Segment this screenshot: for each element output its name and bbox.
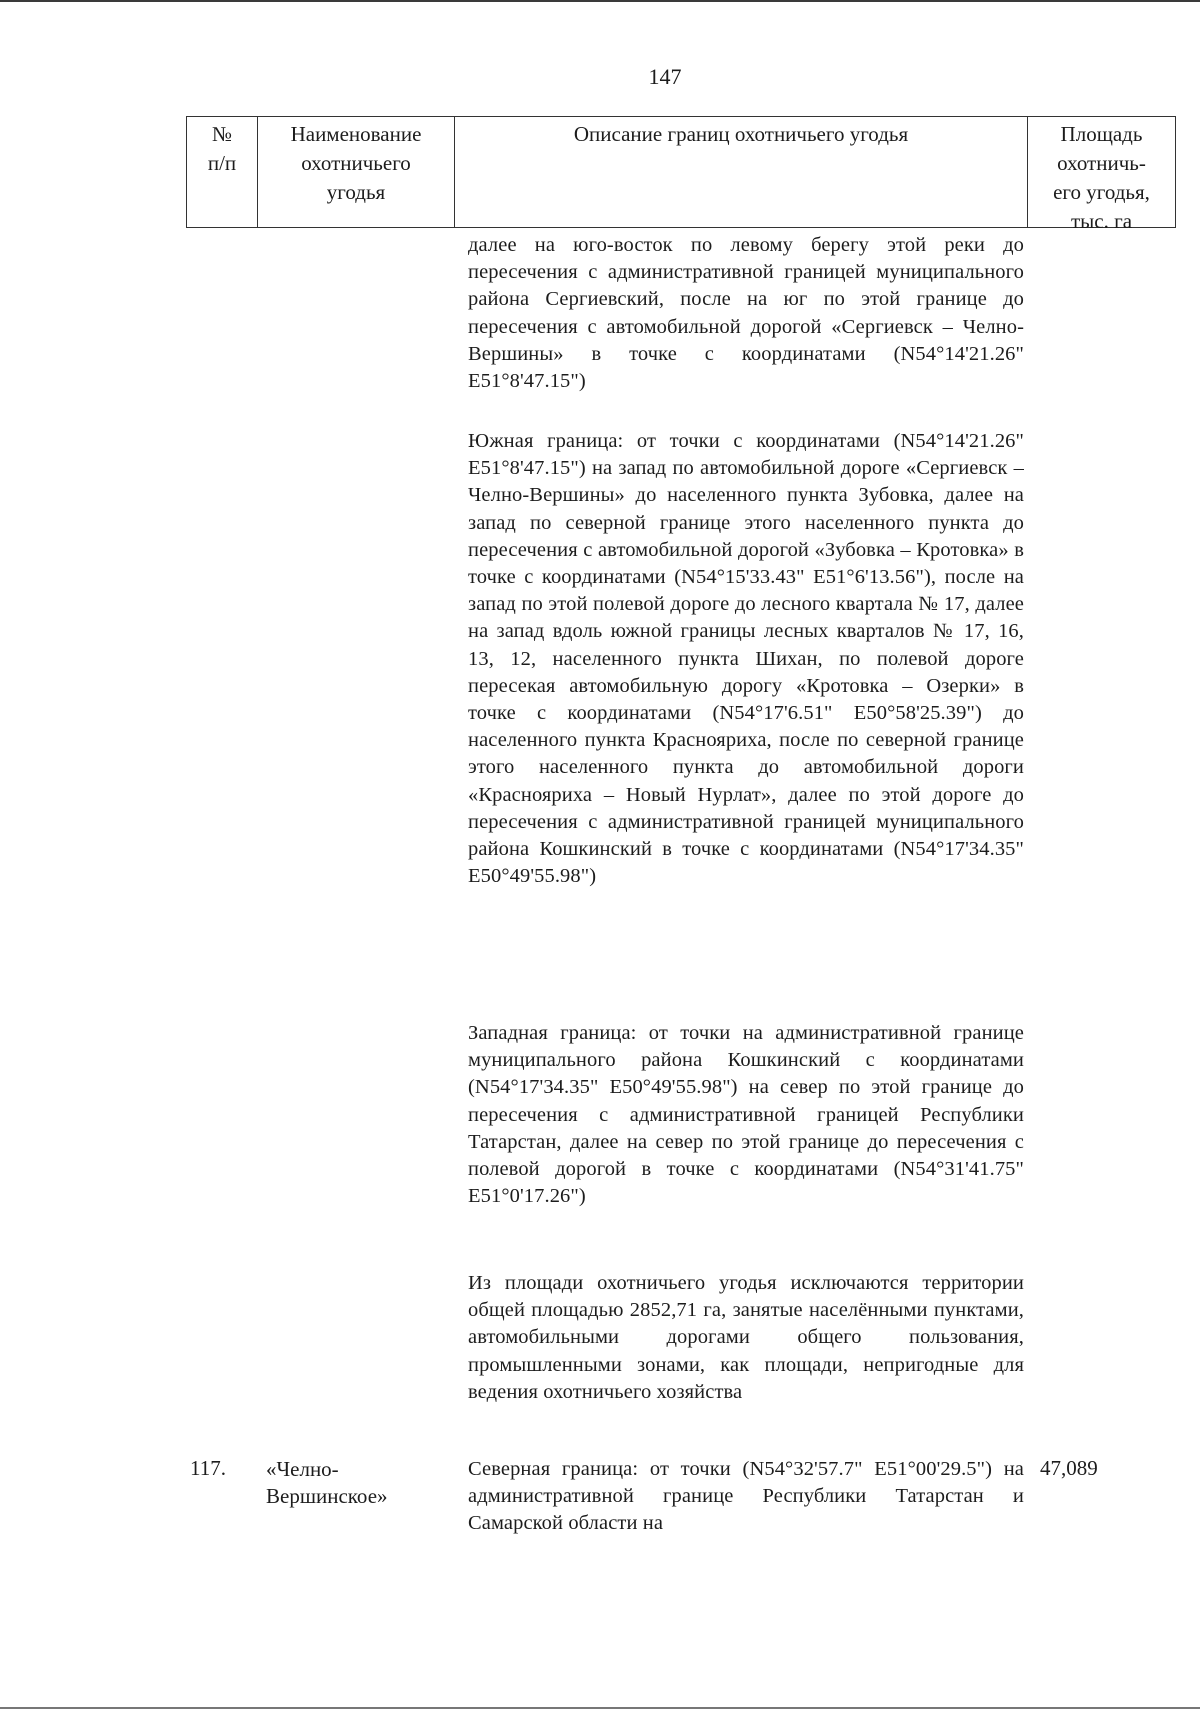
header-area-column bbox=[1028, 117, 1175, 233]
header-name-column bbox=[258, 117, 455, 227]
western-boundary-paragraph bbox=[468, 1020, 1024, 1210]
table-header bbox=[186, 116, 1176, 233]
row-117-name-line: Вершинское» bbox=[266, 1484, 388, 1508]
header-area-line: Площадь bbox=[1060, 122, 1143, 146]
header-number-line: п/п bbox=[207, 151, 237, 175]
header-description-column bbox=[455, 117, 1028, 227]
header-area-line: его угодья, bbox=[1053, 180, 1150, 204]
row-117-name bbox=[266, 1456, 388, 1510]
header-number-column bbox=[187, 117, 258, 227]
southern-boundary-paragraph bbox=[468, 428, 1024, 890]
paragraph-text: Северная граница: от точки (N54°32'57.7" E51°00'29.5") на административной границе Республики Татарстан и Самарской области на bbox=[468, 1458, 1024, 1535]
paragraph-text: Из площади охотничьего угодья исключаются территории общей площадью 2852,71 га, занятые населёнными пунктами, автомобильными дорогами общего пользования, промышленными зонами, как площади, непригодные для ведения охотничьего хозяйства bbox=[468, 1272, 1024, 1403]
header-number-line: № bbox=[211, 122, 233, 146]
row-117-description bbox=[468, 1456, 1024, 1538]
row-117-number: 117. bbox=[190, 1456, 226, 1480]
paragraph-text: Западная граница: от точки на административной границе муниципального района Кошкинский с координатами (N54°17'34.35" E50°49'55.98") на север по этой границе до пересечения с административной границей Республики Татарстан, далее на север по этой границе до пересечения с полевой дорогой в точке с координатами (N54°31'41.75" E51°0'17.26") bbox=[468, 1022, 1024, 1208]
header-area-line: тыс. га bbox=[1070, 209, 1133, 233]
header-description-text: Описание границ охотничьего угодья bbox=[573, 122, 909, 146]
row-117-area: 47,089 bbox=[1040, 1456, 1098, 1480]
excluded-area-paragraph bbox=[468, 1270, 1024, 1406]
paragraph-text: Южная граница: от точки с координатами (N54°14'21.26" E51°8'47.15") на запад по автомобильной дороге «Сергиевск – Челно-Вершины» до населенного пункта Зубовка, далее на запад по северной границе этого населенного пункта до пересечения с автомобильной дорогой «Зубовка – Кротовка» в точке с координатами (N54°15'33.43" E51°6'13.56"), после на запад по этой полевой дороге до лесного квартала № 17, далее на запад вдоль южной границы лесных кварталов № 17, 16, 13, 12, населенного пункта Шихан, по полевой дороге пересекая автомобильную дорогу «Кротовка – Озерки» в точке с координатами (N54°17'6.51" E50°58'25.39") до населенного пункта Краснояриха, после по северной границе этого населенного пункта до автомобильной дороги «Краснояриха – Новый Нурлат», далее по этой дороге до пересечения с административной границей муниципального района Кошкинский в точке с координатами (N54°17'34.35" E50°49'55.98") bbox=[468, 430, 1024, 888]
header-name-line: Наименование bbox=[290, 122, 422, 146]
row-117-name-line: «Челно- bbox=[266, 1457, 339, 1481]
header-area-line: охотничь- bbox=[1057, 151, 1146, 175]
continuation-paragraph bbox=[468, 232, 1024, 395]
header-name-line: угодья bbox=[326, 180, 386, 204]
header-name-line: охотничьего bbox=[301, 151, 411, 175]
paragraph-text: далее на юго-восток по левому берегу этой реки до пересечения с административной границей муниципального района Сергиевский, после на юг по этой границе до пересечения с автомобильной дорогой «Сергиевск – Челно-Вершины» в точке с координатами (N54°14'21.26" E51°8'47.15") bbox=[468, 234, 1024, 393]
scan-top-edge bbox=[0, 0, 1200, 2]
scan-bottom-edge bbox=[0, 1707, 1200, 1709]
page-number: 147 bbox=[648, 64, 682, 89]
